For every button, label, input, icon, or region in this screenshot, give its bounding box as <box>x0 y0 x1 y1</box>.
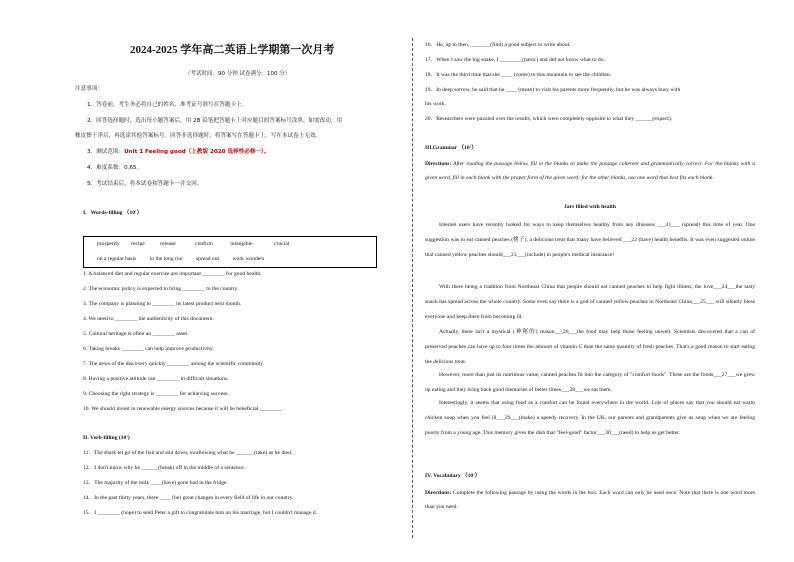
question-8: 8. Having a positive attitude can ________ in difficult situations. <box>83 376 229 382</box>
question-1: 1. A balanced diet and regular exercise are important ________ for good health. <box>83 271 262 277</box>
question-19: 19．In deep sorrow, he said that he ____ (mean) to visit his parents more frequently, but he was always busy with <box>425 87 681 93</box>
passage-paragraph-2: With there being a tradition from Northeast China that people should eat canned peaches to help fight illness, the love___24___the tasty snack has spread across the whole country. Some even say there is a god of canned yellow peaches in Northeast China___25___ will silently bless everyone and keep them from becoming ill. <box>425 284 755 320</box>
directions-text: After reading the passage below, fill in the blanks to make the passage coherent and grammatically correct. For the blanks with a given word, fill in each blank with the proper form of the given word; for the other blanks, use one word that best fits each blank. <box>425 161 755 181</box>
section3-heading: III.Grammar （10'） <box>425 145 477 151</box>
question-7: 7. The news of the discovery quickly ________ among the scientific community. <box>83 361 265 367</box>
question-20: 20．Researchers were puzzled over the results, which were completely opposite to what they ______(expect). <box>425 116 673 122</box>
notice-item-3 <box>87 149 269 156</box>
question-10: 10. We should invest in renewable energy sources because it will be beneficial ________. <box>83 406 284 412</box>
notice-item-2a: 2．回答选择题时，选出每小题答案后，用 2B 铅笔把答题卡上对应题目的答案标号涂黑。如需改动，用 <box>87 118 343 124</box>
section4-heading: IV. Vocabulary （10'） <box>425 473 481 479</box>
word-option: in the long run <box>149 256 183 262</box>
question-18: 18．It was the third time that she ____ (come) to this mountain to see the children. <box>425 72 612 78</box>
question-6: 6. Taking breaks ________ can help improve productivity. <box>83 346 214 352</box>
word-option: crucial <box>274 241 290 247</box>
word-box-row2 <box>97 256 264 263</box>
word-option: work wonders <box>232 256 265 262</box>
notice-item-5: 5．考试结束后，将本试卷和答题卡一并交回。 <box>87 181 203 187</box>
question-3: 3. The company is planning to ________ its latest product next month. <box>83 301 242 307</box>
exam-info: （考试时间：90 分钟 试卷满分：100 分） <box>185 71 291 77</box>
question-9: 9. Choosing the right strategy is ________ for achieving success. <box>83 391 229 397</box>
question-19-cont: his work. <box>425 101 446 107</box>
question-12: 12．I don't know why he ______(break) off in the middle of a sentence. <box>83 465 245 471</box>
notice-item-1: 1．答卷前，考生务必将自己的姓名、准考证号填写在答题卡上。 <box>87 102 248 108</box>
section1-heading: I．Words-filling （10'） <box>83 210 143 216</box>
word-box-row1 <box>97 241 289 248</box>
directions-label: Directions: <box>425 161 452 167</box>
question-2: 2. The economic policy is expected to bring ________ to the country. <box>83 286 239 292</box>
passage-title: Jars filled with health <box>563 204 617 210</box>
word-option: prosperity <box>97 241 120 247</box>
word-option: on a regular basis <box>97 256 137 262</box>
notice-heading: 注意事项： <box>75 86 103 92</box>
column-divider <box>412 38 413 538</box>
page-title: 2024-2025 学年高二英语上学期第一次月考 <box>130 44 335 56</box>
passage-paragraph-3: Actually, there isn't a mystical (神秘的) reason___26___the food may help those feeling unwell. Scientists discovered that a can of preserved peaches can have up to four times the amount of vitamin C than the same quantity of fresh peaches. That's a good reason to start eating the delicious treat. <box>425 329 755 365</box>
question-16: 16．He, up to then, _______(find) a good subject to write about. <box>425 42 571 48</box>
question-15: 15．I ________ (hope) to send Peter a gift to congratulate him on his marriage, but I couldn't manage it. <box>83 510 318 516</box>
word-option: spread out <box>195 256 220 262</box>
passage-paragraph-4: However, more than just its nutritious value, canned peaches fit into the category of "comfort foods". These are the foods___27___we grew up eating and they bring back good memories of better times___28___we eat them. <box>425 372 755 393</box>
notice-item-4: 4．难度系数：0.65。 <box>87 165 143 171</box>
word-option: intangible <box>230 241 253 247</box>
question-11: 11．The shark let go of the fish and slid down, swallowing what he ______ (take) as he died. <box>83 450 293 456</box>
section3-directions <box>425 158 755 185</box>
passage-paragraph-5: Interestingly, it seems that using food as a comfort can be found everywhere in the world. Lots of places say that you should eat warm chicken soup when you feel ill___29___(make) a speedy recovery. In the UK, our parents and grandparents give us soup when we are feeling poorly from a young age. This memory gives the dish that "feel-good" factor___30___(need) to help us get better. <box>425 400 755 436</box>
directions-label: Directions: <box>425 490 452 496</box>
question-5: 5. Cultural heritage is often an ________ asset. <box>83 331 189 337</box>
word-option: confirm <box>195 241 213 247</box>
word-option: release <box>160 241 176 247</box>
section2-heading: II. Verb-filling (10') <box>83 435 130 441</box>
question-4: 4. We need to ________ the authenticity of this document. <box>83 316 214 322</box>
notice-item-2b: 橡皮擦干净后，再选涂其他答案标号。回答非选择题时，将答案写在答题卡上。写在本试卷上无效。 <box>75 133 322 139</box>
passage-paragraph-1: Internet users have recently looked for ways to keep themselves healthy from any illnesses ___21___ (spread) this time of year. One suggestion was to eat canned peaches (桃子), a delicious treat that many have believed ___22 (have) health benefits. It was even suggested online that canned yellow peaches should___23___(include) in people's medical insurance! <box>425 222 755 258</box>
notice-item-3-prefix: 3．测试范围： <box>87 149 125 155</box>
section4-directions <box>425 486 755 514</box>
question-14: 14．In the past thirty years, there ____ (be) great changes in every field of life in our country. <box>83 495 294 501</box>
question-13: 13．The majority of the milk ____(have) gone bad in the fridge. <box>83 480 228 486</box>
directions-text: Complete the following passage by using the words in the box. Each word can only be used once. Note that there is one word more than you need. <box>425 490 755 510</box>
question-17: 17．When I saw the big snake, I ________(panic) and did not know what to do. <box>425 57 605 63</box>
word-option: recipe <box>131 241 145 247</box>
notice-item-3-range: Unit 1 Feeling good（上教版 2020 选择性必修一）。 <box>124 149 270 155</box>
